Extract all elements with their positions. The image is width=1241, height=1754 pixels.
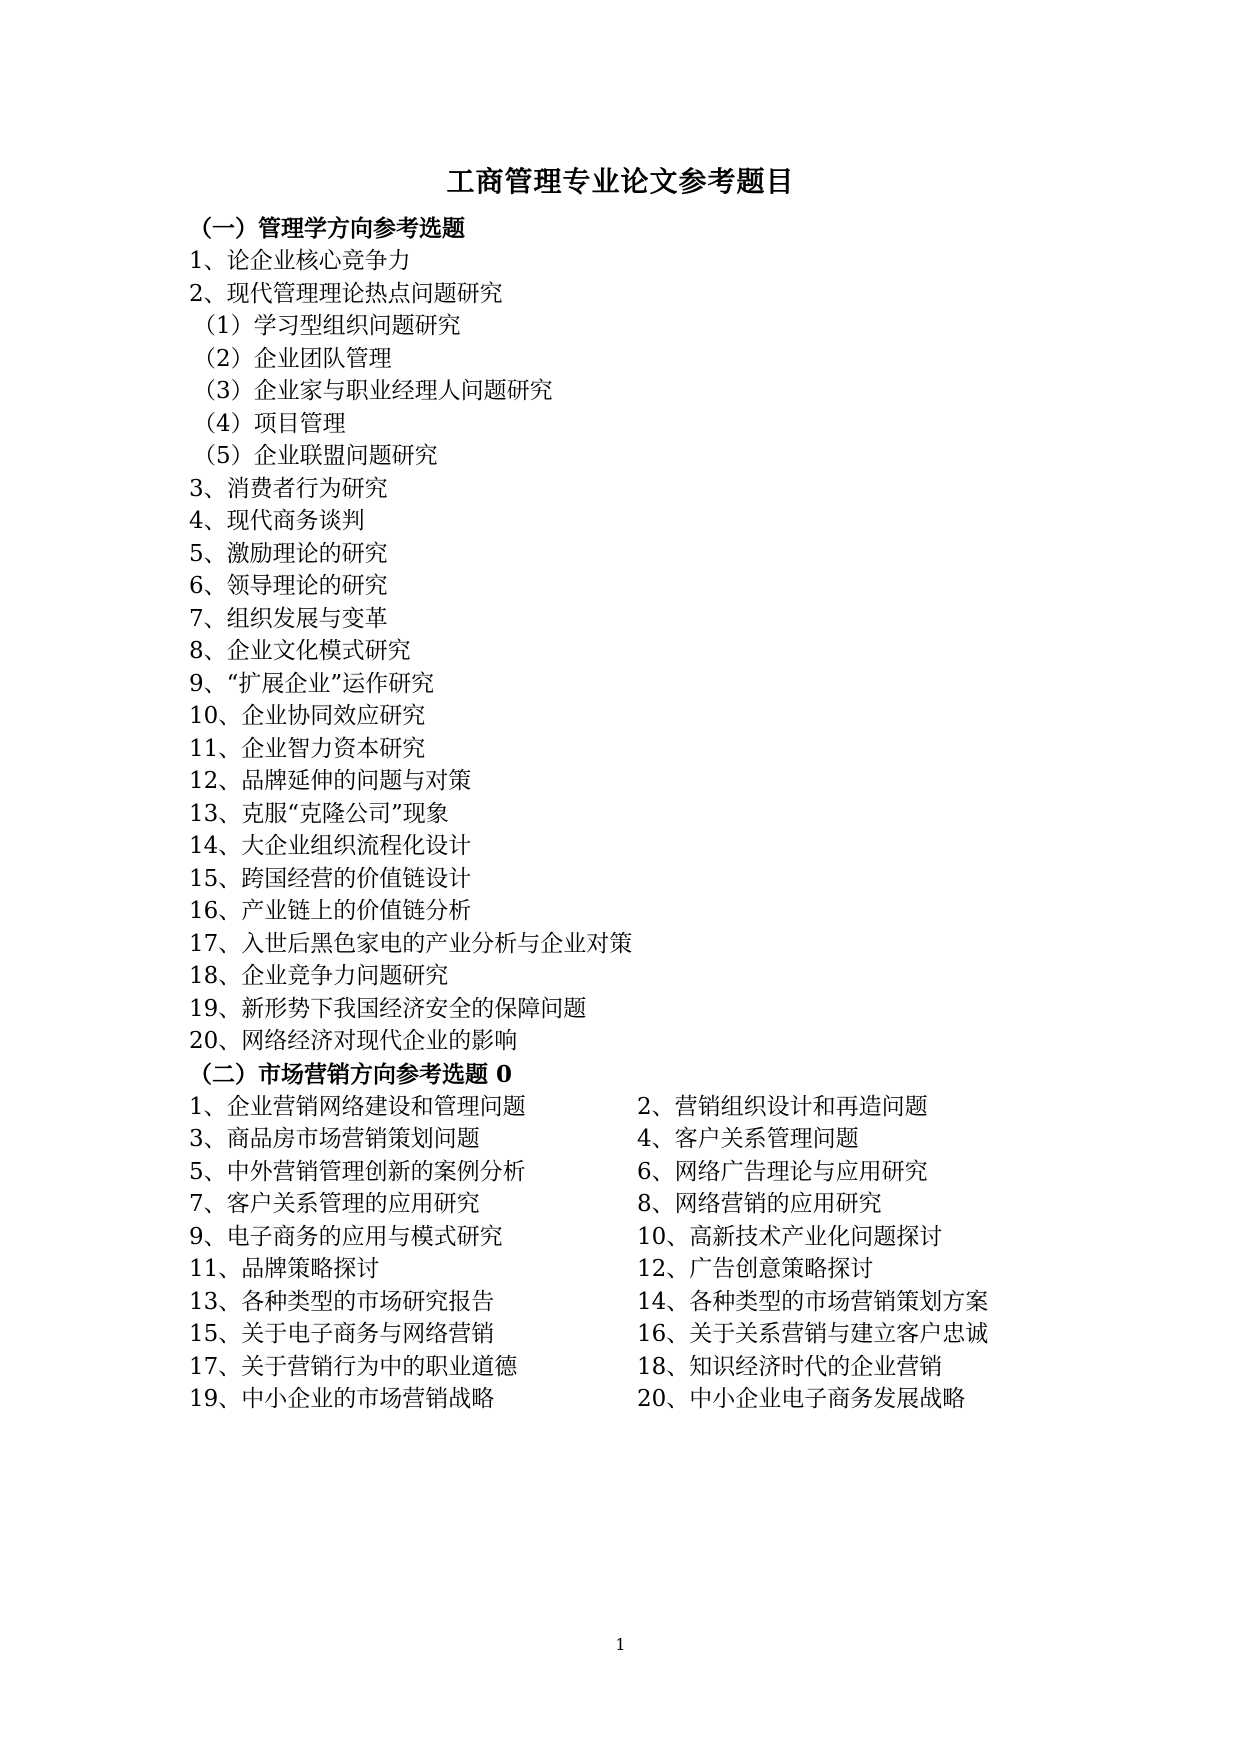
sub-topic-item: （1）学习型组织问题研究 xyxy=(193,313,461,339)
document-title: 工商管理专业论文参考题目 xyxy=(446,165,795,198)
topic-item: 1、企业营销网络建设和管理问题 xyxy=(189,1093,526,1120)
topic-item: 7、客户关系管理的应用研究 xyxy=(189,1191,480,1217)
topic-item: 5、中外营销管理创新的案例分析 xyxy=(189,1158,526,1185)
topic-item: 20、中小企业电子商务发展战略 xyxy=(637,1386,966,1412)
topic-item: 16、关于关系营销与建立客户忠诚 xyxy=(637,1321,989,1347)
sub-topic-item: （2）企业团队管理 xyxy=(193,345,392,372)
topic-row xyxy=(189,1383,1069,1416)
sub-topic-item: （3）企业家与职业经理人问题研究 xyxy=(193,378,553,404)
section-marketing-grid xyxy=(189,1091,1069,1416)
document-content xyxy=(189,212,1069,1416)
topic-item: 17、关于营销行为中的职业道德 xyxy=(189,1353,518,1380)
topic-item: 10、高新技术产业化问题探讨 xyxy=(637,1223,943,1250)
topic-item: 5、激励理论的研究 xyxy=(189,540,388,567)
sub-topic-item: （5）企业联盟问题研究 xyxy=(193,443,438,469)
topic-item: 20、网络经济对现代企业的影响 xyxy=(189,1028,518,1054)
topic-item: 2、现代管理理论热点问题研究 xyxy=(189,280,503,307)
topic-row xyxy=(189,1318,1069,1351)
topic-item: 14、各种类型的市场营销策划方案 xyxy=(637,1288,989,1315)
topic-item: 16、产业链上的价值链分析 xyxy=(189,898,472,924)
topic-item: 15、关于电子商务与网络营销 xyxy=(189,1321,495,1347)
section-marketing-heading: （二）市场营销方向参考选题 0 xyxy=(189,1060,513,1088)
section-management-heading: （一）管理学方向参考选题 xyxy=(189,215,465,242)
topic-item: 12、品牌延伸的问题与对策 xyxy=(189,768,472,794)
topic-row xyxy=(189,1286,1069,1319)
topic-item: 18、企业竞争力问题研究 xyxy=(189,963,449,989)
topic-item: 6、网络广告理论与应用研究 xyxy=(637,1158,928,1185)
topic-item: 8、网络营销的应用研究 xyxy=(637,1191,882,1217)
topic-item: 11、企业智力资本研究 xyxy=(189,735,426,762)
topic-item: 14、大企业组织流程化设计 xyxy=(189,833,472,859)
topic-item: 19、中小企业的市场营销战略 xyxy=(189,1386,495,1412)
topic-item: 6、领导理论的研究 xyxy=(189,573,388,599)
topic-item: 18、知识经济时代的企业营销 xyxy=(637,1353,943,1380)
topic-row xyxy=(189,1253,1069,1286)
topic-item: 9、“扩展企业”运作研究 xyxy=(189,670,435,697)
topic-item: 9、电子商务的应用与模式研究 xyxy=(189,1223,503,1250)
topic-item: 12、广告创意策略探讨 xyxy=(637,1256,874,1282)
page-number: 1 xyxy=(615,1635,626,1654)
topic-row xyxy=(189,1188,1069,1221)
section-management-list xyxy=(189,245,1069,1058)
topic-item: 1、论企业核心竞争力 xyxy=(189,248,411,274)
topic-item: 19、新形势下我国经济安全的保障问题 xyxy=(189,995,587,1022)
topic-item: 2、营销组织设计和再造问题 xyxy=(637,1093,928,1120)
topic-item: 8、企业文化模式研究 xyxy=(189,638,411,664)
sub-topic-item: （4）项目管理 xyxy=(193,410,346,437)
topic-item: 13、各种类型的市场研究报告 xyxy=(189,1288,495,1315)
topic-item: 10、企业协同效应研究 xyxy=(189,703,426,729)
topic-item: 3、商品房市场营销策划问题 xyxy=(189,1126,480,1152)
topic-item: 13、克服“克隆公司”现象 xyxy=(189,800,449,827)
topic-item: 7、组织发展与变革 xyxy=(189,605,388,632)
topic-row xyxy=(189,1123,1069,1156)
topic-row xyxy=(189,1351,1069,1384)
topic-item: 11、品牌策略探讨 xyxy=(189,1256,380,1282)
topic-row xyxy=(189,1156,1069,1189)
topic-row xyxy=(189,1091,1069,1124)
topic-item: 15、跨国经营的价值链设计 xyxy=(189,865,472,892)
topic-item: 3、消费者行为研究 xyxy=(189,475,388,502)
topic-item: 17、入世后黑色家电的产业分析与企业对策 xyxy=(189,930,633,957)
topic-item: 4、客户关系管理问题 xyxy=(637,1126,859,1152)
topic-row xyxy=(189,1221,1069,1254)
topic-item: 4、现代商务谈判 xyxy=(189,508,365,534)
